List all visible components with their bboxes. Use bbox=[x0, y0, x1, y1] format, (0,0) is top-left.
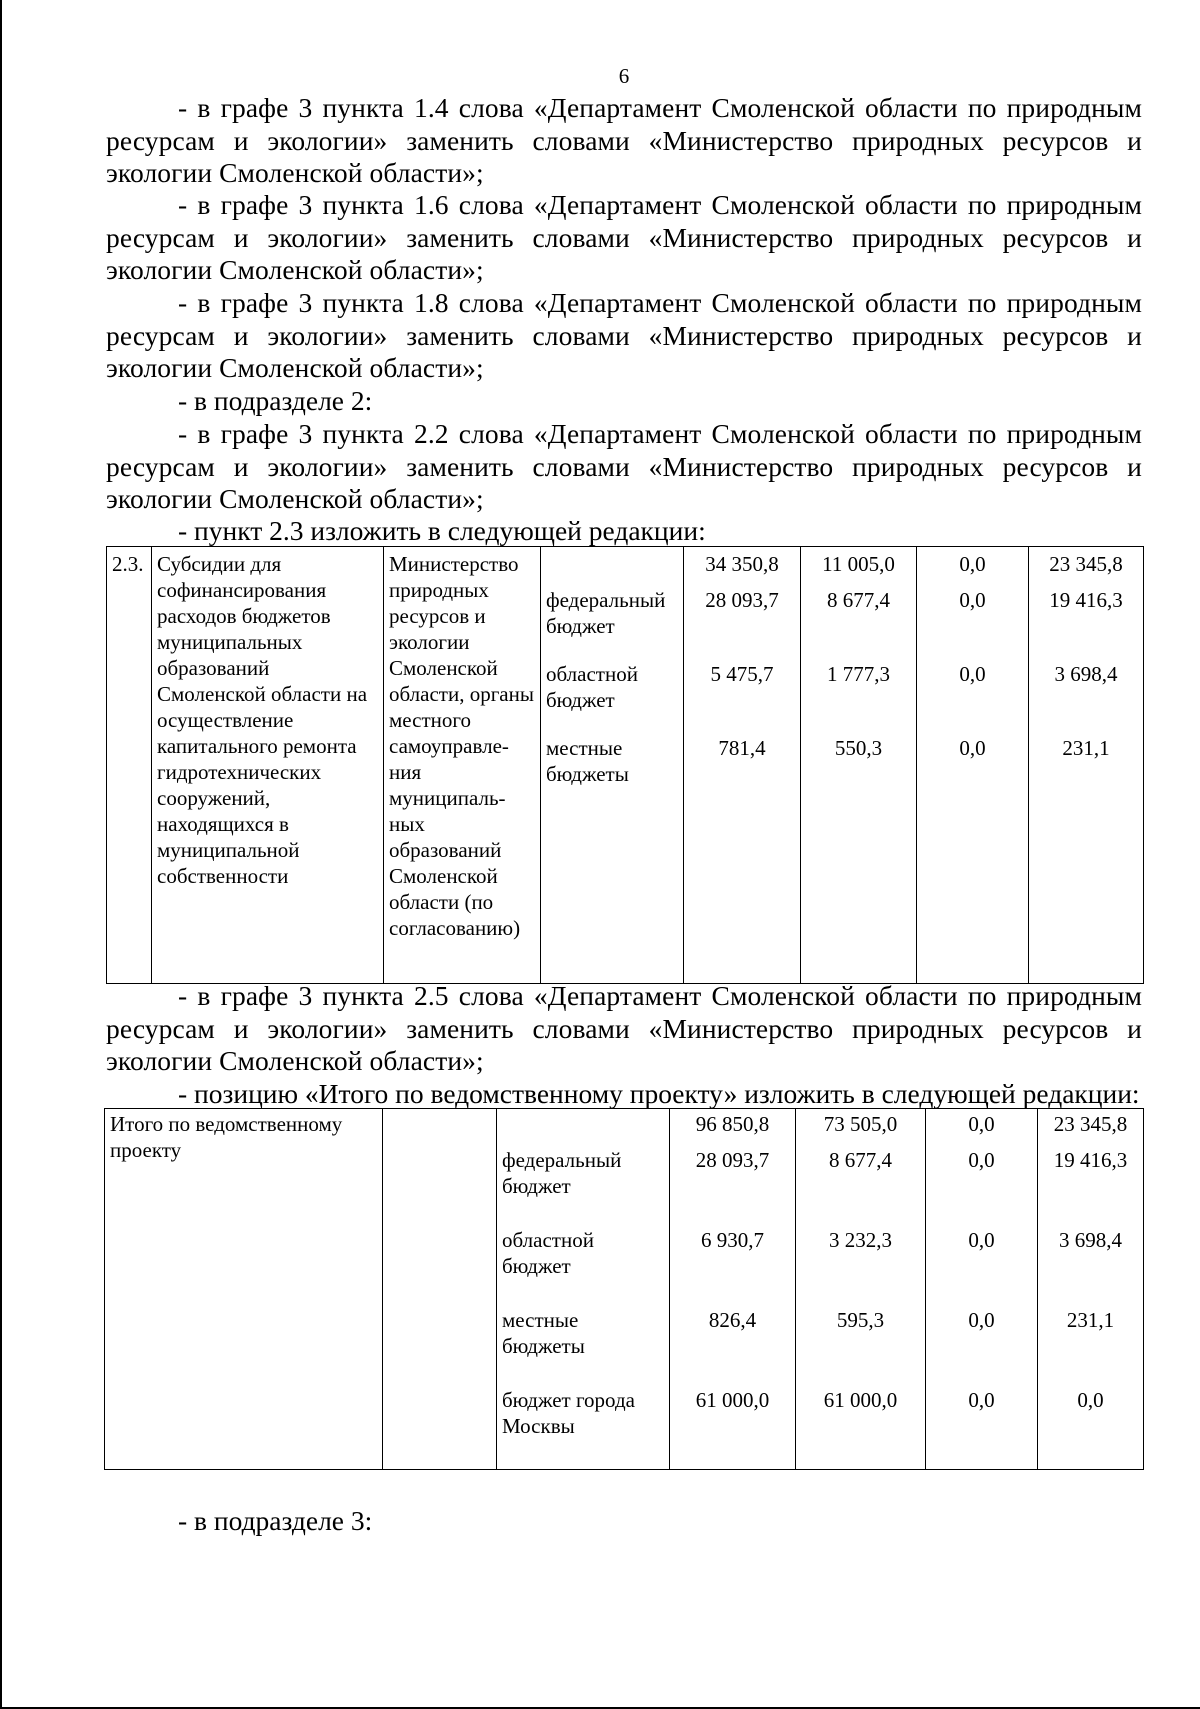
source-cell: местные бюджеты bbox=[546, 736, 629, 786]
value-cell: 8 677,4 bbox=[829, 1148, 892, 1172]
table-row bbox=[105, 1109, 1144, 1470]
total-name: Итого по ведомственному проекту bbox=[105, 1109, 383, 1470]
item-number: 2.3. bbox=[107, 547, 152, 984]
value-cell: 3 698,4 bbox=[1059, 1228, 1122, 1252]
value-cell: 3 698,4 bbox=[1054, 662, 1118, 686]
year-2-column bbox=[926, 1109, 1038, 1470]
value-cell: 781,4 bbox=[718, 736, 766, 760]
year-2-column bbox=[917, 547, 1029, 984]
value-cell: 23 345,8 bbox=[1049, 552, 1123, 576]
paragraph-1: - в графе 3 пункта 1.4 слова «Департамент Смоленской области по природным ресурсам и экологии» заменить словами «Министерство природных ресурсов и экологии Смоленской области»; bbox=[106, 92, 1142, 188]
value-cell: 3 232,3 bbox=[829, 1228, 892, 1252]
value-cell: 11 005,0 bbox=[822, 552, 895, 576]
value-cell: 8 677,4 bbox=[827, 588, 890, 612]
paragraph-8: - позицию «Итого по ведомственному проекту» изложить в следующей редакции: bbox=[178, 1078, 1140, 1109]
value-cell: 0,0 bbox=[968, 1388, 995, 1412]
total-column bbox=[684, 547, 801, 984]
value-cell: 61 000,0 bbox=[695, 1388, 770, 1412]
year-3-column bbox=[1029, 547, 1144, 984]
paragraph-3: - в графе 3 пункта 1.8 слова «Департамент Смоленской области по природным ресурсам и экологии» заменить словами «Министерство природных ресурсов и экологии Смоленской области»; bbox=[106, 287, 1142, 383]
year-3-column bbox=[1038, 1109, 1144, 1470]
value-cell: 550,3 bbox=[834, 736, 883, 760]
source-cell: местные бюджеты bbox=[502, 1308, 585, 1358]
paragraph-7: - в графе 3 пункта 2.5 слова «Департамент Смоленской области по природным ресурсам и экологии» заменить словами «Министерство природных ресурсов и экологии Смоленской области»; bbox=[106, 980, 1142, 1076]
value-cell: 61 000,0 bbox=[823, 1388, 898, 1412]
source-cell: бюджет города Москвы bbox=[502, 1388, 635, 1438]
paragraph-4: - в подразделе 2: bbox=[178, 385, 373, 416]
total-column bbox=[670, 1109, 796, 1470]
value-cell: 595,3 bbox=[836, 1308, 885, 1332]
paragraph-2: - в графе 3 пункта 1.6 слова «Департамент Смоленской области по природным ресурсам и экологии» заменить словами «Министерство природных ресурсов и экологии Смоленской области»; bbox=[106, 189, 1142, 285]
value-cell: 0,0 bbox=[968, 1308, 995, 1332]
year-1-column bbox=[801, 547, 917, 984]
value-cell: 231,1 bbox=[1066, 1308, 1115, 1332]
table-project-total bbox=[104, 1108, 1144, 1470]
value-cell: 0,0 bbox=[968, 1148, 995, 1172]
funding-source-column bbox=[541, 547, 684, 984]
page-number: 6 bbox=[618, 64, 630, 88]
value-cell: 28 093,7 bbox=[705, 588, 779, 612]
source-cell bbox=[546, 551, 678, 587]
value-cell: 0,0 bbox=[959, 588, 986, 612]
value-cell: 1 777,3 bbox=[827, 662, 890, 686]
value-cell: 96 850,8 bbox=[695, 1112, 770, 1136]
value-cell: 19 416,3 bbox=[1053, 1148, 1128, 1172]
year-1-column bbox=[796, 1109, 926, 1470]
value-cell: 34 350,8 bbox=[705, 552, 779, 576]
value-cell: 73 505,0 bbox=[823, 1112, 898, 1136]
value-cell: 0,0 bbox=[959, 552, 986, 576]
value-cell: 0,0 bbox=[968, 1112, 995, 1136]
paragraph-5: - в графе 3 пункта 2.2 слова «Департамент Смоленской области по природным ресурсам и экологии» заменить словами «Министерство природных ресурсов и экологии Смоленской области»; bbox=[106, 418, 1142, 514]
executor-empty bbox=[383, 1109, 497, 1470]
value-cell: 6 930,7 bbox=[701, 1228, 764, 1252]
value-cell: 826,4 bbox=[708, 1308, 757, 1332]
paragraph-9: - в подразделе 3: bbox=[178, 1505, 373, 1536]
source-cell: федеральный бюджет bbox=[502, 1148, 622, 1198]
source-cell: областной бюджет bbox=[546, 662, 638, 712]
source-cell bbox=[502, 1111, 664, 1147]
source-cell: федеральный бюджет bbox=[546, 588, 666, 638]
value-cell: 23 345,8 bbox=[1053, 1112, 1128, 1136]
funding-source-column bbox=[497, 1109, 670, 1470]
value-cell: 0,0 bbox=[968, 1228, 995, 1252]
value-cell: 0,0 bbox=[959, 662, 986, 686]
value-cell: 231,1 bbox=[1062, 736, 1110, 760]
table-item-2-3 bbox=[106, 546, 1144, 984]
item-name: Субсидии для софинансирования расходов бюджетов муниципальных образований Смоленской области на осуществление капитального ремонта гидротехнических сооружений, находящихся в муниципальной собственности bbox=[152, 547, 384, 984]
scan-border-left bbox=[0, 0, 2, 1709]
value-cell: 5 475,7 bbox=[710, 662, 774, 686]
value-cell: 19 416,3 bbox=[1049, 588, 1123, 612]
item-executor: Министерство природных ресурсов и экологии Смоленской области, органы местного самоуправле-ния муниципаль-ных образований Смоленской области (по согласованию) bbox=[384, 547, 541, 984]
value-cell: 0,0 bbox=[959, 736, 986, 760]
source-cell: областной бюджет bbox=[502, 1228, 594, 1278]
paragraph-6: - пункт 2.3 изложить в следующей редакции: bbox=[178, 515, 706, 546]
table-row bbox=[107, 547, 1144, 984]
value-cell: 28 093,7 bbox=[695, 1148, 770, 1172]
value-cell: 0,0 bbox=[1077, 1388, 1104, 1412]
